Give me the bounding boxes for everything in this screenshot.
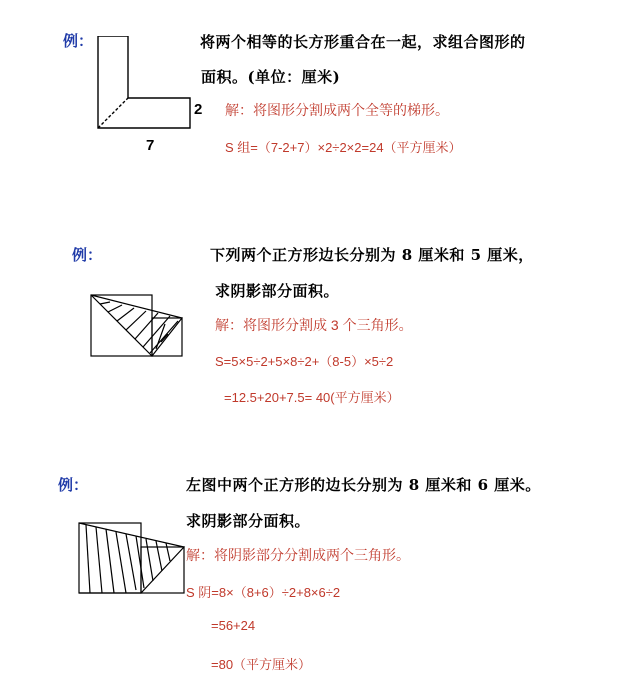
l-shape-figure bbox=[92, 36, 212, 146]
solution-text: 解：将阴影部分分割成两个三角形。 bbox=[186, 547, 410, 563]
question-text: 求阴影部分面积。 bbox=[215, 282, 340, 300]
calculation-text: S 组=（7-2+7）×2÷2×2=24（平方厘米） bbox=[225, 140, 462, 155]
solution-text: 解：将图形分割成 3 个三角形。 bbox=[215, 317, 413, 333]
dimension-width: 2 bbox=[194, 101, 203, 118]
dimension-length: 7 bbox=[146, 137, 155, 154]
example-label: 例： bbox=[63, 32, 94, 50]
two-squares-figure bbox=[78, 515, 188, 595]
two-squares-figure bbox=[90, 294, 190, 364]
calculation-text: =12.5+20+7.5= 40(平方厘米） bbox=[224, 390, 400, 405]
calculation-text: S 阴=8×（8+6）÷2+8×6÷2 bbox=[186, 585, 341, 600]
solution-text: 解：将图形分割成两个全等的梯形。 bbox=[225, 102, 449, 118]
question-text: 将两个相等的长方形重合在一起，求组合图形的 bbox=[200, 33, 526, 51]
question-text: 面积。(单位：厘米) bbox=[201, 68, 341, 86]
example-label: 例： bbox=[58, 476, 89, 494]
question-text: 下列两个正方形边长分别为 8 厘米和 5 厘米， bbox=[210, 246, 534, 264]
calculation-text: =80（平方厘米） bbox=[211, 657, 312, 672]
calculation-text: S=5×5÷2+5×8÷2+（8-5）×5÷2 bbox=[215, 354, 394, 369]
question-text: 左图中两个正方形的边长分别为 8 厘米和 6 厘米。 bbox=[186, 476, 541, 494]
question-text: 求阴影部分面积。 bbox=[186, 512, 311, 530]
calculation-text: =56+24 bbox=[211, 618, 256, 633]
example-label: 例： bbox=[72, 246, 103, 264]
